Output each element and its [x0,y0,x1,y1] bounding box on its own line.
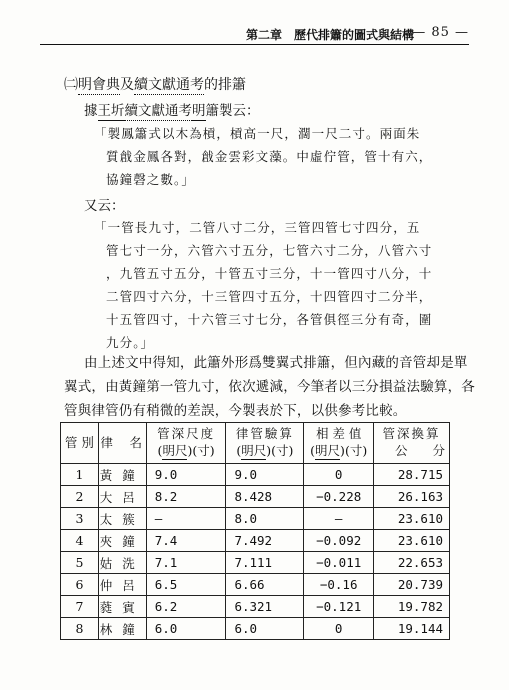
source-line [84,99,260,119]
paragraph-line-2: 翼式，由黃鐘第一管九寸，依次遞減，今筆者以三分損益法驗算，各 [64,379,475,395]
cell-calc: 6.0 [226,618,304,640]
cell-conv: 26.163 [374,486,450,508]
cell-diff: — [304,508,374,530]
cell-index: 2 [61,486,99,508]
also-says-label: 又云： [84,198,125,214]
quote1-line-2: 質戧金鳳各對，戧金雲彩文藻。中虛佇管，管十有六， [106,149,433,164]
cell-depth: 7.1 [146,552,226,574]
col-header-index: 管 別 [61,423,99,464]
cell-depth: 9.0 [146,464,226,486]
table-row [61,574,450,596]
source-prefix: 據 [84,103,98,119]
cell-calc: 7.492 [226,530,304,552]
cell-depth: 6.5 [146,574,226,596]
cell-index: 1 [61,464,99,486]
page-number: — 85 — [412,25,469,40]
cell-conv: 23.610 [374,530,450,552]
table-row [61,530,450,552]
quote1-line-1: 「製鳳簫式以木為槓，槓高一尺，濶一尺二寸。兩面朱 [94,126,421,141]
col-header-depth: 管深尺度 (明尺)(寸) [146,423,226,464]
paragraph-line-1: 由上述文中得知，此簫外形爲雙翼式排簫，但內藏的音管却是單 [84,355,468,371]
cell-calc: 6.321 [226,596,304,618]
cell-calc: 8.428 [226,486,304,508]
cell-diff: −0.228 [304,486,374,508]
section-number: ㈡ [64,77,78,93]
cell-index: 4 [61,530,99,552]
col-header-conv: 管深換算 公 分 [374,423,450,464]
quote2-line-1: 「一管長九寸，二管八寸二分，三管四管七寸四分，五 [94,220,421,235]
cell-note-name: 仲呂 [98,574,146,596]
cell-calc: 9.0 [226,464,304,486]
chapter-title: 第二章 歷代排簫的圖式與結構 [246,28,415,42]
col-header-name: 律 名 [98,423,146,464]
cell-index: 7 [61,596,99,618]
cell-index: 3 [61,508,99,530]
quote2-line-4: 二管四寸六分，十三管四寸五分，十四管四寸二分半， [106,289,433,304]
cell-calc: 8.0 [226,508,304,530]
cell-diff: −0.16 [304,574,374,596]
cell-depth: — [146,508,226,530]
table-header-row [61,423,450,464]
book-title-ming-huidian: 明會典 [78,77,120,93]
cell-calc: 6.66 [226,574,304,596]
table-row [61,552,450,574]
cell-note-name: 太簇 [98,508,146,530]
source-book-title: 續文獻通考 [124,103,192,119]
cell-diff: −0.121 [304,596,374,618]
cell-conv: 20.739 [374,574,450,596]
table-row [61,486,450,508]
cell-conv: 23.610 [374,508,450,530]
cell-conv: 19.782 [374,596,450,618]
cell-note-name: 黃鐘 [98,464,146,486]
cell-index: 6 [61,574,99,596]
quote2-line-5: 十五管四寸，十六管三寸七分，各管俱徑三分有奇，圍 [106,312,433,327]
cell-depth: 7.4 [146,530,226,552]
heading-tail: 的排簫 [204,77,246,93]
pipe-length-table [60,422,450,640]
col-header-diff: 相 差 值 (明尺)(寸) [304,423,374,464]
cell-diff: −0.092 [304,530,374,552]
cell-calc: 7.111 [226,552,304,574]
book-title-xu-wenxian-tongkao: 續文獻通考 [134,77,204,93]
table-row [61,618,450,640]
table-row [61,508,450,530]
running-header [40,24,469,45]
cell-index: 5 [61,552,99,574]
quote2-line-2: 管七寸一分，六管六寸五分，七管六寸二分，八管六寸 [106,243,433,258]
cell-depth: 6.0 [146,618,226,640]
cell-conv: 22.653 [374,552,450,574]
table-row [61,596,450,618]
dynasty-name: 明 [192,103,206,119]
cell-index: 8 [61,618,99,640]
cell-note-name: 夾鐘 [98,530,146,552]
quote2-line-3: ，九管五寸五分，十管五寸三分，十一管四寸八分，十 [106,266,433,281]
cell-note-name: 姑洗 [98,552,146,574]
cell-depth: 8.2 [146,486,226,508]
heading-connector: 及 [120,77,134,93]
cell-note-name: 大呂 [98,486,146,508]
cell-depth: 6.2 [146,596,226,618]
cell-diff: 0 [304,618,374,640]
cell-conv: 28.715 [374,464,450,486]
paragraph-line-3: 管與律管仍有稍微的差誤，今製表於下，以供參考比較。 [64,403,407,419]
cell-conv: 19.144 [374,618,450,640]
col-header-calc: 律管驗算 (明尺)(寸) [226,423,304,464]
quote2-line-6: 九分。」 [106,335,155,350]
table-row [61,464,450,486]
author-name: 王圻 [97,103,125,119]
quote1-line-3: 協鐘磬之數。」 [106,172,195,187]
cell-note-name: 蕤賓 [98,596,146,618]
cell-diff: −0.011 [304,552,374,574]
source-suffix: 簫製云： [205,103,260,119]
section-heading [64,74,246,94]
cell-diff: 0 [304,464,374,486]
cell-note-name: 林鐘 [98,618,146,640]
